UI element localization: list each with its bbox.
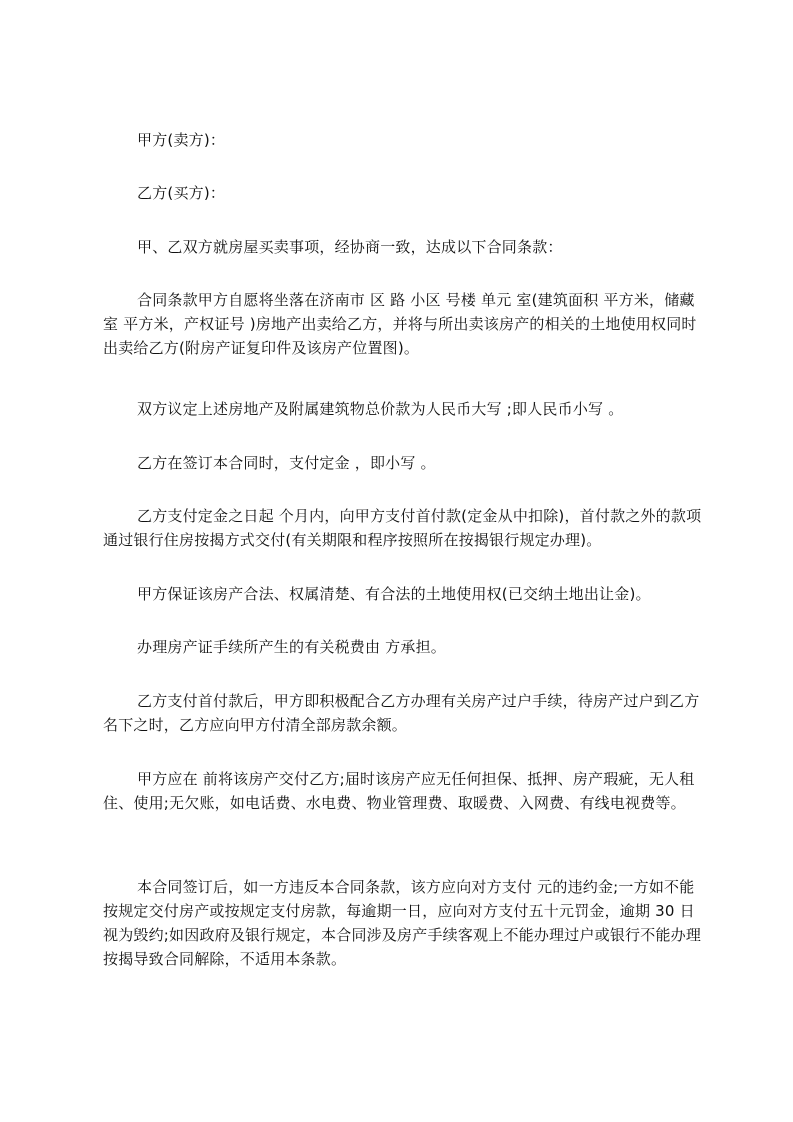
clause-seller-guarantee: 甲方保证该房产合法、权属清楚、有合法的土地使用权(已交纳土地出让金)。	[137, 585, 651, 603]
clause-total-price: 双方议定上述房地产及附属建筑物总价款为人民币大写 ;即人民币小写 。	[137, 400, 624, 418]
clause-breach: 本合同签订后，如一方违反本合同条款，该方应向对方支付 元的违约金;一方如不能按规定交付房产或按规定支付房款，每逾期一日，应向对方支付五十元罚金，逾期 30 日视为毁约;如因政府及银行规定，本合同涉及房产手续客观上不能办理过户或银行不能办理按揭导致合同解除，不适用本条款。	[103, 878, 702, 968]
clause-deposit: 乙方在签订本合同时，支付定金 ，即小写 。	[137, 454, 436, 472]
clause-taxes: 办理房产证手续所产生的有关税费由 方承担。	[137, 638, 446, 656]
clause-down-payment: 乙方支付定金之日起 个月内，向甲方支付首付款(定金从中扣除)，首付款之外的款项通过银行住房按揭方式交付(有关期限和程序按照所在按揭银行规定办理)。	[103, 507, 702, 549]
clause-transfer: 乙方支付首付款后，甲方即积极配合乙方办理有关房产过户手续，待房产过户到乙方名下之时，乙方应向甲方付清全部房款余额。	[103, 692, 700, 734]
intro-paragraph: 甲、乙双方就房屋买卖事项，经协商一致，达成以下合同条款：	[137, 238, 563, 256]
party-b-label: 乙方(买方)：	[137, 184, 226, 202]
clause-delivery: 甲方应在 前将该房产交付乙方;届时该房产应无任何担保、抵押、房产瑕疵，无人租住、使用;无欠账，如电话费、水电费、物业管理费、取暖费、入网费、有线电视费等。	[103, 770, 695, 812]
party-a-label: 甲方(卖方)：	[137, 131, 226, 149]
clause-property-sale: 合同条款甲方自愿将坐落在济南市 区 路 小区 号楼 单元 室(建筑面积 平方米，储藏室 平方米，产权证号 )房地产出卖给乙方，并将与所出卖该房产的相关的土地使用权同时出卖给乙方(附房产证复印件及该房产位置图)。	[103, 291, 697, 357]
